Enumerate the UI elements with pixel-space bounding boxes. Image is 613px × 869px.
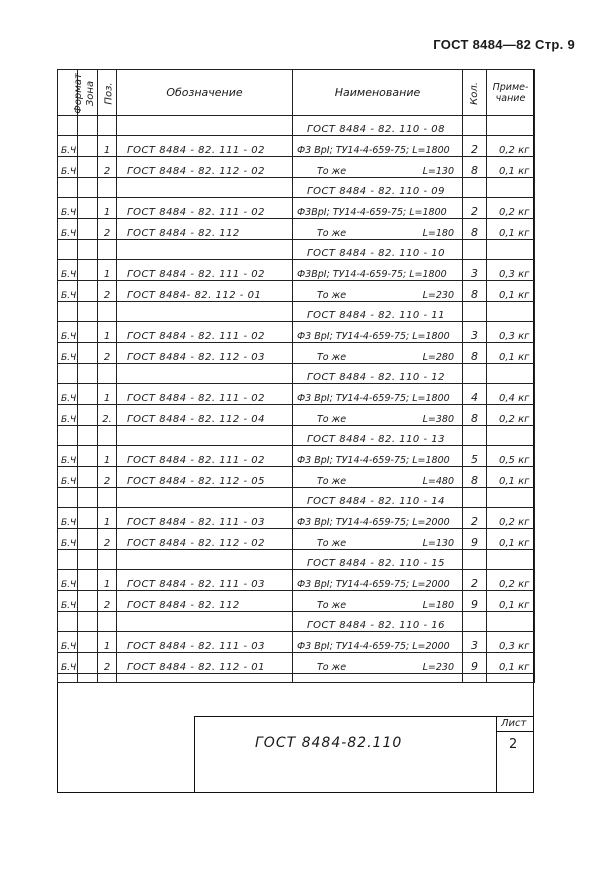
note-cell: 0,1 кг (487, 219, 535, 240)
position-cell: 2 (98, 591, 117, 612)
title-block-document: ГОСТ 8484-82.110 (255, 735, 403, 751)
blank-row (58, 674, 535, 683)
same-as-text: То же (317, 600, 347, 611)
table-row (58, 632, 535, 653)
same-as-text: То же (317, 414, 347, 425)
designation-cell: ГОСТ 8484 - 82. 112 (117, 219, 293, 240)
length-text: L=130 (422, 538, 454, 549)
note-cell: 0,2 кг (487, 198, 535, 219)
quantity-cell: 3 (463, 260, 487, 281)
assembly-row (58, 426, 535, 446)
col-designation: Обозначение (117, 70, 293, 116)
title-block-sheet-label: Лист (501, 718, 527, 729)
designation-cell: ГОСТ 8484 - 82. 111 - 02 (117, 260, 293, 281)
same-as-text: То же (317, 538, 347, 549)
title-block (194, 716, 534, 793)
name-cell (293, 157, 463, 178)
zone-cell (78, 467, 98, 488)
format-cell: Б.Ч. (58, 281, 78, 302)
designation-cell: ГОСТ 8484 - 82. 111 - 03 (117, 508, 293, 529)
quantity-cell: 8 (463, 281, 487, 302)
position-cell: 1 (98, 570, 117, 591)
note-cell: 0,1 кг (487, 591, 535, 612)
assembly-designation: ГОСТ 8484 - 82. 110 - 08 (293, 116, 463, 136)
name-cell (293, 467, 463, 488)
position-cell: 2 (98, 529, 117, 550)
name-cell (293, 343, 463, 364)
position-cell: 1 (98, 322, 117, 343)
assembly-designation: ГОСТ 8484 - 82. 110 - 09 (293, 178, 463, 198)
note-cell: 0,2 кг (487, 508, 535, 529)
format-cell: Б.Ч. (58, 157, 78, 178)
assembly-row (58, 178, 535, 198)
assembly-designation: ГОСТ 8484 - 82. 110 - 15 (293, 550, 463, 570)
note-cell: 0,1 кг (487, 529, 535, 550)
designation-cell: ГОСТ 8484 - 82. 111 - 02 (117, 322, 293, 343)
note-cell: 0,2 кг (487, 570, 535, 591)
quantity-cell: 2 (463, 508, 487, 529)
page-header: ГОСТ 8484—82 Стр. 9 (433, 37, 575, 52)
position-cell: 2 (98, 219, 117, 240)
designation-cell: ГОСТ 8484 - 82. 112 - 03 (117, 343, 293, 364)
format-cell: Б.Ч. (58, 260, 78, 281)
position-cell: 1 (98, 632, 117, 653)
designation-cell: ГОСТ 8484 - 82. 111 - 03 (117, 632, 293, 653)
format-cell: Б.Ч. (58, 467, 78, 488)
zone-cell (78, 198, 98, 219)
note-cell: 0,3 кг (487, 632, 535, 653)
table-row (58, 405, 535, 426)
name-cell (293, 281, 463, 302)
name-cell: Ф3 ВрI; ТУ14-4-659-75; L=1800 (293, 446, 463, 467)
quantity-cell: 9 (463, 529, 487, 550)
zone-cell (78, 260, 98, 281)
designation-cell: ГОСТ 8484 - 82. 112 - 05 (117, 467, 293, 488)
name-cell: Ф3 ВрI; ТУ14-4-659-75; L=1800 (293, 136, 463, 157)
name-cell (293, 219, 463, 240)
table-row (58, 653, 535, 674)
position-cell: 1 (98, 260, 117, 281)
format-cell: Б.Ч. (58, 570, 78, 591)
col-format: Формат (58, 70, 78, 116)
note-cell: 0,1 кг (487, 653, 535, 674)
name-cell (293, 405, 463, 426)
table-row (58, 343, 535, 364)
length-text: L=480 (422, 476, 454, 487)
designation-cell: ГОСТ 8484 - 82. 112 - 04 (117, 405, 293, 426)
table-row (58, 446, 535, 467)
name-cell (293, 653, 463, 674)
length-text: L=130 (422, 166, 454, 177)
note-cell: 0,1 кг (487, 281, 535, 302)
name-cell: Ф3 ВрI; ТУ14-4-659-75; L=1800 (293, 384, 463, 405)
position-cell: 1 (98, 446, 117, 467)
table-row (58, 136, 535, 157)
quantity-cell: 9 (463, 653, 487, 674)
quantity-cell: 3 (463, 322, 487, 343)
assembly-row (58, 302, 535, 322)
position-cell: 2. (98, 405, 117, 426)
length-text: L=180 (422, 600, 454, 611)
quantity-cell: 4 (463, 384, 487, 405)
quantity-cell: 8 (463, 467, 487, 488)
quantity-cell: 2 (463, 198, 487, 219)
zone-cell (78, 136, 98, 157)
table-row (58, 529, 535, 550)
designation-cell: ГОСТ 8484 - 82. 112 - 02 (117, 157, 293, 178)
designation-cell: ГОСТ 8484 - 82. 112 - 01 (117, 653, 293, 674)
format-cell: Б.Ч. (58, 219, 78, 240)
name-cell: Ф3 ВрI; ТУ14-4-659-75; L=2000 (293, 632, 463, 653)
zone-cell (78, 157, 98, 178)
assembly-designation: ГОСТ 8484 - 82. 110 - 16 (293, 612, 463, 632)
format-cell: Б.Ч. (58, 446, 78, 467)
assembly-designation: ГОСТ 8484 - 82. 110 - 14 (293, 488, 463, 508)
table-row (58, 508, 535, 529)
name-cell: Ф3 ВрI; ТУ14-4-659-75; L=2000 (293, 570, 463, 591)
assembly-row (58, 612, 535, 632)
note-cell: 0,1 кг (487, 467, 535, 488)
name-cell (293, 591, 463, 612)
table-row (58, 198, 535, 219)
same-as-text: То же (317, 228, 347, 239)
format-cell: Б.Ч. (58, 343, 78, 364)
length-text: L=230 (422, 662, 454, 673)
position-cell: 2 (98, 653, 117, 674)
format-cell: Б.Ч. (58, 653, 78, 674)
assembly-row (58, 116, 535, 136)
format-cell: Б.Ч. (58, 136, 78, 157)
quantity-cell: 2 (463, 136, 487, 157)
position-cell: 1 (98, 508, 117, 529)
table-row (58, 219, 535, 240)
designation-cell: ГОСТ 8484 - 82. 111 - 03 (117, 570, 293, 591)
zone-cell (78, 529, 98, 550)
position-cell: 2 (98, 281, 117, 302)
table-row (58, 591, 535, 612)
format-cell: Б.Ч. (58, 322, 78, 343)
position-cell: 1 (98, 198, 117, 219)
zone-cell (78, 219, 98, 240)
position-cell: 1 (98, 384, 117, 405)
quantity-cell: 8 (463, 157, 487, 178)
note-cell: 0,3 кг (487, 260, 535, 281)
position-cell: 1 (98, 136, 117, 157)
note-cell: 0,1 кг (487, 157, 535, 178)
table-row (58, 281, 535, 302)
format-cell: Б.Ч. (58, 384, 78, 405)
length-text: L=230 (422, 290, 454, 301)
designation-cell: ГОСТ 8484 - 82. 111 - 02 (117, 446, 293, 467)
note-cell: 0,4 кг (487, 384, 535, 405)
quantity-cell: 2 (463, 570, 487, 591)
note-cell: 0,2 кг (487, 136, 535, 157)
quantity-cell: 5 (463, 446, 487, 467)
designation-cell: ГОСТ 8484 - 82. 111 - 02 (117, 198, 293, 219)
format-cell: Б.Ч. (58, 591, 78, 612)
name-cell (293, 529, 463, 550)
quantity-cell: 3 (463, 632, 487, 653)
col-zone: Зона (78, 70, 98, 116)
col-pos: Поз. (98, 70, 117, 116)
position-cell: 2 (98, 343, 117, 364)
col-note: Приме- чание (487, 70, 535, 116)
note-cell: 0,3 кг (487, 322, 535, 343)
assembly-designation: ГОСТ 8484 - 82. 110 - 10 (293, 240, 463, 260)
table-header-row (58, 70, 535, 116)
zone-cell (78, 591, 98, 612)
name-cell: Ф3ВрI; ТУ14-4-659-75; L=1800 (293, 260, 463, 281)
title-block-sheet-number: 2 (509, 737, 518, 752)
format-cell: Б.Ч. (58, 405, 78, 426)
zone-cell (78, 405, 98, 426)
format-cell: Б.Ч. (58, 529, 78, 550)
assembly-designation: ГОСТ 8484 - 82. 110 - 11 (293, 302, 463, 322)
designation-cell: ГОСТ 8484 - 82. 112 - 02 (117, 529, 293, 550)
zone-cell (78, 570, 98, 591)
assembly-designation: ГОСТ 8484 - 82. 110 - 12 (293, 364, 463, 384)
assembly-row (58, 240, 535, 260)
length-text: L=280 (422, 352, 454, 363)
col-name: Наименование (293, 70, 463, 116)
position-cell: 2 (98, 467, 117, 488)
quantity-cell: 9 (463, 591, 487, 612)
col-qty: Кол. (463, 70, 487, 116)
table-row (58, 322, 535, 343)
designation-cell: ГОСТ 8484 - 82. 111 - 02 (117, 384, 293, 405)
table-row (58, 570, 535, 591)
zone-cell (78, 281, 98, 302)
same-as-text: То же (317, 166, 347, 177)
position-cell: 2 (98, 157, 117, 178)
same-as-text: То же (317, 352, 347, 363)
table-row (58, 260, 535, 281)
designation-cell: ГОСТ 8484 - 82. 111 - 02 (117, 136, 293, 157)
note-cell: 0,1 кг (487, 343, 535, 364)
note-cell: 0,5 кг (487, 446, 535, 467)
table-row (58, 467, 535, 488)
length-text: L=380 (422, 414, 454, 425)
quantity-cell: 8 (463, 219, 487, 240)
zone-cell (78, 508, 98, 529)
format-cell: Б.Ч. (58, 508, 78, 529)
assembly-row (58, 488, 535, 508)
zone-cell (78, 343, 98, 364)
format-cell: Б.Ч. (58, 632, 78, 653)
zone-cell (78, 384, 98, 405)
name-cell: Ф3 ВрI; ТУ14-4-659-75; L=2000 (293, 508, 463, 529)
zone-cell (78, 322, 98, 343)
assembly-designation: ГОСТ 8484 - 82. 110 - 13 (293, 426, 463, 446)
same-as-text: То же (317, 290, 347, 301)
same-as-text: То же (317, 476, 347, 487)
name-cell: Ф3 ВрI; ТУ14-4-659-75; L=1800 (293, 322, 463, 343)
format-cell: Б.Ч. (58, 198, 78, 219)
name-cell: Ф3ВрI; ТУ14-4-659-75; L=1800 (293, 198, 463, 219)
quantity-cell: 8 (463, 405, 487, 426)
designation-cell: ГОСТ 8484 - 82. 112 (117, 591, 293, 612)
table-row (58, 384, 535, 405)
specification-table (57, 69, 535, 683)
zone-cell (78, 632, 98, 653)
zone-cell (78, 446, 98, 467)
quantity-cell: 8 (463, 343, 487, 364)
note-cell: 0,2 кг (487, 405, 535, 426)
length-text: L=180 (422, 228, 454, 239)
assembly-row (58, 550, 535, 570)
designation-cell: ГОСТ 8484- 82. 112 - 01 (117, 281, 293, 302)
same-as-text: То же (317, 662, 347, 673)
table-row (58, 157, 535, 178)
assembly-row (58, 364, 535, 384)
zone-cell (78, 653, 98, 674)
